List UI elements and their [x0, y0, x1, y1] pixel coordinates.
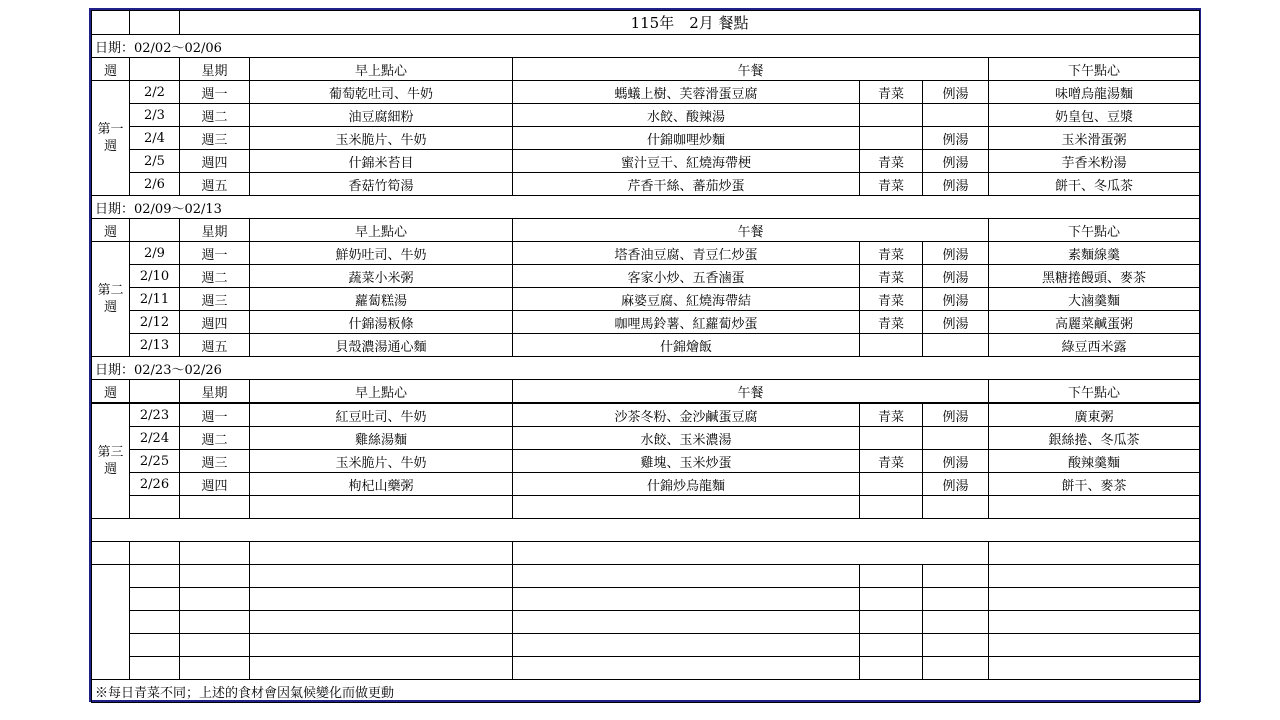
- header-day: 星期: [180, 380, 250, 404]
- blank-row: [92, 657, 1200, 680]
- lunch-cell: 水餃、玉米濃湯: [513, 427, 860, 450]
- soup-cell: 例湯: [923, 81, 989, 104]
- snack-cell: 玉米滑蛋粥: [989, 127, 1200, 150]
- header-week: 週: [92, 58, 130, 81]
- date-range: 日期：02/09～02/13: [92, 196, 1200, 219]
- title-spacer: [130, 11, 180, 35]
- empty-cell: [250, 588, 513, 611]
- meal-row: [92, 311, 1200, 334]
- week-label: 第三週: [92, 403, 130, 519]
- snack-cell: 銀絲捲、冬瓜茶: [989, 427, 1200, 450]
- blank-header-row: [92, 542, 1200, 565]
- empty-cell: [250, 657, 513, 680]
- weekday-cell: 週二: [180, 427, 250, 450]
- header-lunch: 午餐: [513, 380, 989, 404]
- empty-cell: [989, 588, 1200, 611]
- soup-cell: 例湯: [923, 473, 989, 496]
- breakfast-cell: 玉米脆片、牛奶: [250, 127, 513, 150]
- empty-cell: [130, 588, 180, 611]
- snack-cell: 餅干、冬瓜茶: [989, 173, 1200, 196]
- breakfast-cell: 貝殼濃湯通心麵: [250, 334, 513, 357]
- meal-row: [92, 242, 1200, 265]
- empty-cell: [989, 496, 1200, 519]
- vegetable-cell: [860, 127, 923, 150]
- empty-cell: [513, 542, 989, 565]
- date-cell: 2/3: [130, 104, 180, 127]
- empty-cell: [513, 634, 860, 657]
- breakfast-cell: 枸杞山藥粥: [250, 473, 513, 496]
- empty-cell: [513, 611, 860, 634]
- weekday-cell: 週三: [180, 127, 250, 150]
- meal-row: [92, 173, 1200, 196]
- header-lunch: 午餐: [513, 219, 989, 242]
- header-snack: 下午點心: [989, 58, 1200, 81]
- soup-cell: [923, 334, 989, 357]
- vegetable-cell: 青菜: [860, 81, 923, 104]
- header-date: [130, 58, 180, 81]
- vegetable-cell: 青菜: [860, 403, 923, 427]
- weekday-cell: 週一: [180, 242, 250, 265]
- meal-row: [92, 104, 1200, 127]
- weekday-cell: 週五: [180, 334, 250, 357]
- breakfast-cell: 什錦米苔目: [250, 150, 513, 173]
- empty-cell: [860, 634, 923, 657]
- lunch-cell: 水餃、酸辣湯: [513, 104, 860, 127]
- weekday-cell: 週四: [180, 311, 250, 334]
- date-cell: 2/25: [130, 450, 180, 473]
- soup-cell: [923, 104, 989, 127]
- empty-cell: [250, 611, 513, 634]
- footnote: ※每日青菜不同；上述的食材會因氣候變化而做更動: [92, 680, 1200, 703]
- weekday-cell: 週五: [180, 173, 250, 196]
- week-label: 第一週: [92, 81, 130, 196]
- date-cell: 2/23: [130, 403, 180, 427]
- snack-cell: 奶皇包、豆漿: [989, 104, 1200, 127]
- empty-cell: [180, 496, 250, 519]
- week-label: 第二週: [92, 242, 130, 357]
- lunch-cell: 咖哩馬鈴薯、紅蘿蔔炒蛋: [513, 311, 860, 334]
- empty-cell: [130, 542, 180, 565]
- vegetable-cell: 青菜: [860, 173, 923, 196]
- header-breakfast: 早上點心: [250, 219, 513, 242]
- weekday-cell: 週四: [180, 473, 250, 496]
- empty-cell: [923, 611, 989, 634]
- weekday-cell: 週四: [180, 150, 250, 173]
- lunch-cell: 什錦咖哩炒麵: [513, 127, 860, 150]
- weekday-cell: 週二: [180, 104, 250, 127]
- lunch-cell: 塔香油豆腐、青豆仁炒蛋: [513, 242, 860, 265]
- lunch-cell: 什錦炒烏龍麵: [513, 473, 860, 496]
- blank-full-row: [92, 519, 1200, 542]
- soup-cell: 例湯: [923, 403, 989, 427]
- blank-row: [92, 496, 1200, 519]
- snack-cell: 大滷羹麵: [989, 288, 1200, 311]
- snack-cell: 廣東粥: [989, 403, 1200, 427]
- header-week: 週: [92, 219, 130, 242]
- vegetable-cell: [860, 473, 923, 496]
- snack-cell: 酸辣羹麵: [989, 450, 1200, 473]
- vegetable-cell: [860, 427, 923, 450]
- meal-row: [92, 265, 1200, 288]
- header-date: [130, 380, 180, 404]
- breakfast-cell: 雞絲湯麵: [250, 427, 513, 450]
- vegetable-cell: [860, 334, 923, 357]
- lunch-cell: 雞塊、玉米炒蛋: [513, 450, 860, 473]
- page-title: 115年 2月 餐點: [180, 11, 1200, 35]
- snack-cell: 味噌烏龍湯麵: [989, 81, 1200, 104]
- date-range-row: [92, 196, 1200, 219]
- snack-cell: 高麗菜鹹蛋粥: [989, 311, 1200, 334]
- snack-cell: 芋香米粉湯: [989, 150, 1200, 173]
- lunch-cell: 客家小炒、五香滷蛋: [513, 265, 860, 288]
- empty-cell: [180, 657, 250, 680]
- breakfast-cell: 葡萄乾吐司、牛奶: [250, 81, 513, 104]
- weekday-cell: 週三: [180, 450, 250, 473]
- meal-row: [92, 334, 1200, 357]
- breakfast-cell: 什錦湯粄條: [250, 311, 513, 334]
- empty-cell: [250, 565, 513, 588]
- lunch-cell: 蜜汁豆干、紅燒海帶梗: [513, 150, 860, 173]
- meal-row: [92, 81, 1200, 104]
- soup-cell: 例湯: [923, 127, 989, 150]
- date-cell: 2/2: [130, 81, 180, 104]
- vegetable-cell: 青菜: [860, 288, 923, 311]
- footnote-row: [92, 680, 1200, 703]
- lunch-cell: 螞蟻上樹、芙蓉滑蛋豆腐: [513, 81, 860, 104]
- date-range-row: [92, 357, 1200, 380]
- date-cell: 2/6: [130, 173, 180, 196]
- soup-cell: 例湯: [923, 150, 989, 173]
- empty-cell: [513, 588, 860, 611]
- date-cell: 2/24: [130, 427, 180, 450]
- date-cell: 2/13: [130, 334, 180, 357]
- date-cell: 2/5: [130, 150, 180, 173]
- meal-row: [92, 127, 1200, 150]
- header-snack: 下午點心: [989, 380, 1200, 404]
- empty-cell: [130, 657, 180, 680]
- snack-cell: 餅干、麥茶: [989, 473, 1200, 496]
- empty-cell: [130, 565, 180, 588]
- empty-cell: [92, 519, 1200, 542]
- vegetable-cell: 青菜: [860, 450, 923, 473]
- snack-cell: 綠豆西米露: [989, 334, 1200, 357]
- blank-row: [92, 588, 1200, 611]
- weekday-cell: 週一: [180, 403, 250, 427]
- menu-table-body: [92, 11, 1200, 703]
- empty-cell: [180, 611, 250, 634]
- date-range-row: [92, 35, 1200, 58]
- header-row: [92, 219, 1200, 242]
- menu-sheet: [89, 8, 1201, 702]
- snack-cell: 素麵線羹: [989, 242, 1200, 265]
- header-day: 星期: [180, 219, 250, 242]
- meal-row: [92, 427, 1200, 450]
- meal-row: [92, 473, 1200, 496]
- empty-cell: [130, 634, 180, 657]
- breakfast-cell: 蘿蔔糕湯: [250, 288, 513, 311]
- weekday-cell: 週一: [180, 81, 250, 104]
- empty-cell: [513, 565, 860, 588]
- empty-cell: [130, 611, 180, 634]
- vegetable-cell: [860, 104, 923, 127]
- lunch-cell: 麻婆豆腐、紅燒海帶結: [513, 288, 860, 311]
- meal-row: [92, 150, 1200, 173]
- empty-cell: [989, 657, 1200, 680]
- empty-cell: [180, 634, 250, 657]
- date-cell: 2/10: [130, 265, 180, 288]
- lunch-cell: 什錦燴飯: [513, 334, 860, 357]
- empty-cell: [860, 657, 923, 680]
- blank-row: [92, 634, 1200, 657]
- weekday-cell: 週二: [180, 265, 250, 288]
- header-row: [92, 58, 1200, 81]
- empty-cell: [250, 542, 513, 565]
- breakfast-cell: 油豆腐細粉: [250, 104, 513, 127]
- empty-cell: [989, 634, 1200, 657]
- empty-cell: [513, 496, 860, 519]
- meal-row: [92, 403, 1200, 427]
- date-range: 日期：02/23～02/26: [92, 357, 1200, 380]
- breakfast-cell: 鮮奶吐司、牛奶: [250, 242, 513, 265]
- date-range: 日期：02/02～02/06: [92, 35, 1200, 58]
- header-snack: 下午點心: [989, 219, 1200, 242]
- empty-cell: [92, 542, 130, 565]
- empty-cell: [989, 565, 1200, 588]
- empty-week-cell: [92, 565, 130, 680]
- meal-row: [92, 288, 1200, 311]
- empty-cell: [923, 634, 989, 657]
- header-row: [92, 380, 1200, 404]
- breakfast-cell: 蔬菜小米粥: [250, 265, 513, 288]
- breakfast-cell: 紅豆吐司、牛奶: [250, 403, 513, 427]
- empty-cell: [250, 496, 513, 519]
- empty-cell: [180, 588, 250, 611]
- empty-cell: [250, 634, 513, 657]
- date-cell: 2/11: [130, 288, 180, 311]
- soup-cell: 例湯: [923, 242, 989, 265]
- date-cell: 2/9: [130, 242, 180, 265]
- soup-cell: 例湯: [923, 311, 989, 334]
- weekday-cell: 週三: [180, 288, 250, 311]
- header-breakfast: 早上點心: [250, 58, 513, 81]
- soup-cell: [923, 427, 989, 450]
- empty-cell: [860, 611, 923, 634]
- title-spacer: [92, 11, 130, 35]
- vegetable-cell: 青菜: [860, 311, 923, 334]
- empty-cell: [130, 496, 180, 519]
- soup-cell: 例湯: [923, 288, 989, 311]
- vegetable-cell: 青菜: [860, 242, 923, 265]
- soup-cell: 例湯: [923, 173, 989, 196]
- header-lunch: 午餐: [513, 58, 989, 81]
- soup-cell: 例湯: [923, 450, 989, 473]
- empty-cell: [923, 588, 989, 611]
- breakfast-cell: 玉米脆片、牛奶: [250, 450, 513, 473]
- lunch-cell: 芹香干絲、蕃茄炒蛋: [513, 173, 860, 196]
- header-date: [130, 219, 180, 242]
- empty-cell: [989, 542, 1200, 565]
- breakfast-cell: 香菇竹筍湯: [250, 173, 513, 196]
- empty-cell: [860, 588, 923, 611]
- menu-table: [91, 10, 1200, 703]
- soup-cell: 例湯: [923, 265, 989, 288]
- date-cell: 2/4: [130, 127, 180, 150]
- vegetable-cell: 青菜: [860, 265, 923, 288]
- empty-cell: [860, 565, 923, 588]
- snack-cell: 黑糖捲饅頭、麥茶: [989, 265, 1200, 288]
- empty-cell: [989, 611, 1200, 634]
- header-breakfast: 早上點心: [250, 380, 513, 404]
- empty-cell: [180, 565, 250, 588]
- blank-row: [92, 565, 1200, 588]
- vegetable-cell: 青菜: [860, 150, 923, 173]
- header-week: 週: [92, 380, 130, 404]
- empty-cell: [923, 657, 989, 680]
- date-cell: 2/12: [130, 311, 180, 334]
- lunch-cell: 沙茶冬粉、金沙鹹蛋豆腐: [513, 403, 860, 427]
- header-day: 星期: [180, 58, 250, 81]
- empty-cell: [923, 565, 989, 588]
- blank-row: [92, 611, 1200, 634]
- empty-cell: [923, 496, 989, 519]
- meal-row: [92, 450, 1200, 473]
- title-row: [92, 11, 1200, 35]
- date-cell: 2/26: [130, 473, 180, 496]
- empty-cell: [180, 542, 250, 565]
- empty-cell: [513, 657, 860, 680]
- empty-cell: [860, 496, 923, 519]
